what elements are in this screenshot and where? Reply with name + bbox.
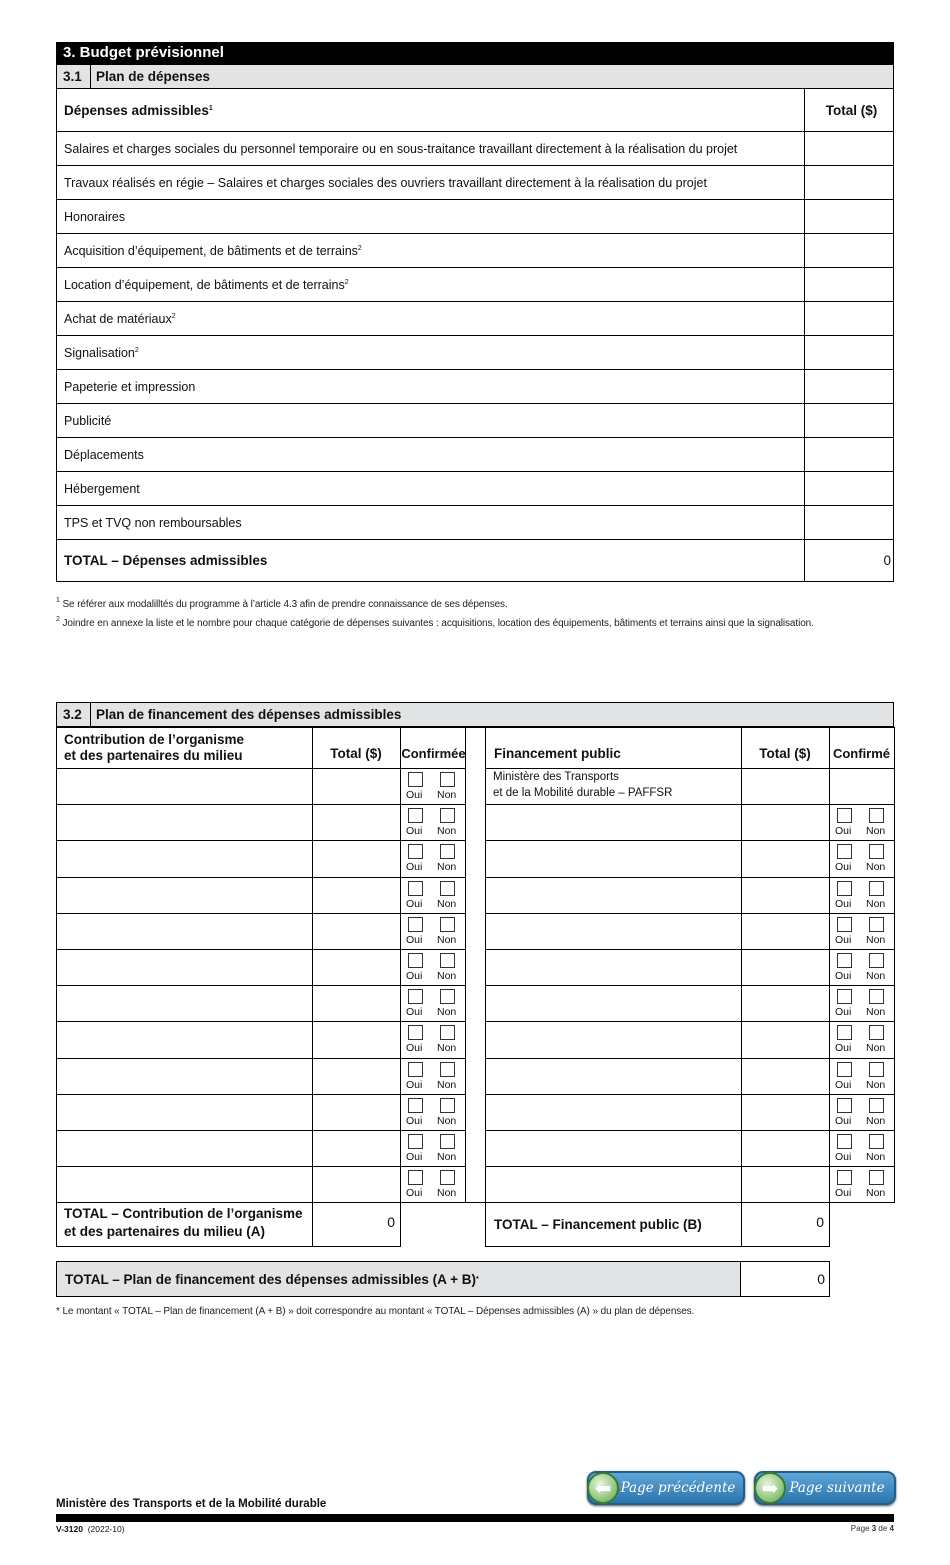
non-label: Non — [437, 970, 457, 982]
expense-amount-input[interactable] — [805, 200, 894, 234]
non-checkbox[interactable] — [440, 808, 455, 823]
oui-label: Oui — [835, 1114, 852, 1127]
partner-name-input[interactable] — [56, 913, 313, 950]
right-total-header: Total ($) — [759, 745, 811, 761]
oui-checkbox[interactable] — [408, 1134, 423, 1149]
public-confirm-pair — [829, 949, 893, 985]
non-label: Non — [437, 1187, 457, 1200]
subsection-number: 3.2 — [57, 703, 91, 726]
partner-confirm-pair — [400, 877, 464, 913]
non-checkbox[interactable] — [869, 1098, 884, 1113]
public-total-input[interactable] — [741, 768, 830, 805]
oui-label: Oui — [835, 861, 852, 874]
oui-checkbox[interactable] — [408, 881, 423, 896]
public-confirm-pair — [829, 804, 893, 840]
next-page-button[interactable]: ➡ Page suivante — [754, 1471, 896, 1505]
non-checkbox[interactable] — [440, 1062, 455, 1077]
public-confirm-pair — [829, 985, 893, 1021]
non-label: Non — [437, 1006, 457, 1019]
partner-total-input[interactable] — [312, 1166, 401, 1203]
public-confirm-pair — [829, 913, 893, 949]
oui-label: Oui — [835, 933, 852, 946]
expenses-table — [56, 88, 894, 582]
public-funder-input[interactable] — [485, 1021, 742, 1058]
expenses-total-row — [57, 540, 894, 582]
expense-row — [57, 132, 894, 166]
non-label: Non — [866, 1006, 886, 1019]
total-left-line-1: TOTAL – Contribution de l’organisme — [64, 1206, 303, 1222]
oui-label: Oui — [406, 933, 423, 946]
partner-name-input[interactable] — [56, 1166, 313, 1203]
non-checkbox[interactable] — [440, 881, 455, 896]
expense-label: Déplacements — [57, 438, 805, 472]
oui-checkbox[interactable] — [408, 772, 423, 787]
expense-amount-input[interactable] — [805, 404, 894, 438]
partner-total-input[interactable] — [312, 804, 401, 841]
oui-label: Oui — [835, 1078, 852, 1091]
public-confirm-pair — [829, 1094, 893, 1130]
expense-row — [57, 506, 894, 540]
oui-checkbox[interactable] — [837, 808, 852, 823]
partner-total-input[interactable] — [312, 1094, 401, 1131]
oui-checkbox[interactable] — [837, 917, 852, 932]
expense-amount-input[interactable] — [805, 132, 894, 166]
partner-total-input[interactable] — [312, 840, 401, 877]
partner-confirm-pair — [400, 804, 464, 840]
public-funder-input[interactable] — [485, 1166, 742, 1203]
public-total-input[interactable] — [741, 1130, 830, 1167]
expense-row — [57, 472, 894, 506]
expense-row — [57, 438, 894, 472]
partner-name-input[interactable] — [56, 1021, 313, 1058]
expense-label: Salaires et charges sociales du personnel temporaire ou en sous-traitance travaillant directement à la réalisation du projet — [57, 132, 805, 166]
grand-total-label: TOTAL – Plan de financement des dépenses admissibles (A + B) * — [56, 1261, 741, 1297]
total-left-line-2: et des partenaires du milieu (A) — [64, 1224, 266, 1240]
partner-confirm-pair — [400, 985, 464, 1021]
partner-name-input[interactable] — [56, 877, 313, 914]
expense-row — [57, 200, 894, 234]
public-total-input[interactable] — [741, 949, 830, 986]
expense-label: Acquisition d’équipement, de bâtiments et de terrains$^2$ — [57, 234, 805, 268]
partner-total-input[interactable] — [312, 877, 401, 914]
non-checkbox[interactable] — [440, 953, 455, 968]
non-checkbox[interactable] — [869, 1025, 884, 1040]
public-total-input[interactable] — [741, 1166, 830, 1203]
partner-total-input[interactable] — [312, 985, 401, 1022]
previous-page-button[interactable]: ⬅ Page précédente — [587, 1471, 745, 1505]
footer-ministry: Ministère des Transports et de la Mobilité durable — [56, 1498, 327, 1510]
public-confirm-pair — [829, 1021, 893, 1057]
public-first-funder-line-2: et de la Mobilité durable – PAFFSR — [493, 787, 673, 799]
total-left-label — [64, 1205, 303, 1241]
oui-label: Oui — [406, 825, 423, 838]
non-label: Non — [437, 825, 457, 838]
public-funder-input[interactable] — [485, 913, 742, 950]
public-first-funder-line-1: Ministère des Transports — [493, 771, 619, 783]
oui-checkbox[interactable] — [837, 989, 852, 1004]
partner-confirm-pair — [400, 768, 464, 804]
expense-amount-input[interactable] — [805, 472, 894, 506]
partner-name-input[interactable] — [56, 1058, 313, 1095]
total-left-value[interactable]: 0 — [387, 1214, 395, 1231]
public-total-input[interactable] — [741, 1094, 830, 1131]
footer-rule — [56, 1514, 894, 1522]
non-checkbox[interactable] — [869, 989, 884, 1004]
non-label: Non — [437, 789, 457, 801]
public-first-funder — [493, 769, 672, 801]
public-total-input[interactable] — [741, 840, 830, 877]
public-total-input[interactable] — [741, 804, 830, 841]
oui-label: Oui — [835, 1187, 852, 1200]
oui-label: Oui — [406, 1151, 423, 1163]
expense-amount-input[interactable] — [805, 438, 894, 472]
oui-checkbox[interactable] — [837, 881, 852, 896]
expense-amount-input[interactable] — [805, 268, 894, 302]
non-checkbox[interactable] — [440, 772, 455, 787]
public-funder-input[interactable] — [485, 804, 742, 841]
public-confirm-pair — [829, 840, 893, 876]
partner-confirm-pair — [400, 840, 464, 876]
expense-amount-input[interactable] — [805, 302, 894, 336]
expense-row — [57, 166, 894, 200]
subsection-number: 3.1 — [57, 65, 91, 88]
oui-checkbox[interactable] — [408, 917, 423, 932]
public-confirm-pair — [829, 1130, 893, 1166]
public-total-input[interactable] — [741, 877, 830, 914]
partner-name-input[interactable] — [56, 804, 313, 841]
oui-checkbox[interactable] — [837, 1170, 852, 1185]
public-funder-input[interactable] — [485, 1130, 742, 1167]
non-label: Non — [866, 1042, 886, 1055]
partner-name-input[interactable] — [56, 985, 313, 1022]
expenses-total-value[interactable]: 0 — [805, 540, 894, 582]
oui-checkbox[interactable] — [837, 1098, 852, 1113]
non-checkbox[interactable] — [869, 1170, 884, 1185]
expense-row — [57, 370, 894, 404]
expense-amount-input[interactable] — [805, 506, 894, 540]
non-label: Non — [866, 861, 886, 874]
total-right-label: TOTAL – Financement public (B) — [494, 1216, 702, 1232]
expense-label: Papeterie et impression — [57, 370, 805, 404]
expense-label: TPS et TVQ non remboursables — [57, 506, 805, 540]
oui-label: Oui — [835, 825, 852, 838]
expense-label: Travaux réalisés en régie – Salaires et charges sociales des ouvriers travaillant directement à la réalisation du projet — [57, 166, 805, 200]
non-checkbox[interactable] — [869, 881, 884, 896]
subsection-label: Plan de financement des dépenses admissibles — [96, 707, 402, 722]
public-confirm-cell — [829, 768, 895, 805]
non-checkbox[interactable] — [869, 1134, 884, 1149]
partner-confirm-pair — [400, 1130, 464, 1166]
oui-checkbox[interactable] — [837, 1062, 852, 1077]
partner-name-input[interactable] — [56, 840, 313, 877]
expense-amount-input[interactable] — [805, 166, 894, 200]
expense-label: Hébergement — [57, 472, 805, 506]
page-number: Page 3 de 4 — [850, 1524, 894, 1533]
footnote-star: * Le montant « TOTAL – Plan de financement (A + B) » doit correspondre au montant « TOTAL – Dépenses admissibles (A) » du plan de dépenses. — [56, 1306, 695, 1317]
left-header-label — [64, 728, 310, 768]
expense-label: Publicité — [57, 404, 805, 438]
expenses-total-label: TOTAL – Dépenses admissibles — [57, 540, 805, 582]
partner-total-input[interactable] — [312, 1058, 401, 1095]
oui-checkbox[interactable] — [408, 808, 423, 823]
total-right-value[interactable]: 0 — [816, 1214, 824, 1231]
partner-confirm-pair — [400, 1021, 464, 1057]
oui-label: Oui — [835, 1006, 852, 1019]
public-funder-input[interactable] — [485, 1094, 742, 1131]
partner-total-input[interactable] — [312, 949, 401, 986]
oui-label: Oui — [406, 970, 423, 982]
section-title: 3. Budget prévisionnel — [56, 42, 894, 64]
non-checkbox[interactable] — [440, 1025, 455, 1040]
non-checkbox[interactable] — [440, 989, 455, 1004]
arrow-right-icon: ➡ — [754, 1472, 786, 1504]
left-total-header: Total ($) — [330, 745, 382, 761]
non-checkbox[interactable] — [440, 1134, 455, 1149]
oui-label: Oui — [406, 1078, 423, 1091]
oui-label: Oui — [406, 789, 423, 801]
partner-confirm-pair — [400, 1166, 464, 1202]
footnote-1: $^1$ Se référer aux modalilltés du programme à l’article 4.3 afin de prendre connaissance de ses dépenses. — [56, 597, 508, 610]
expense-amount-input[interactable] — [805, 370, 894, 404]
non-checkbox[interactable] — [869, 1062, 884, 1077]
oui-checkbox[interactable] — [408, 1170, 423, 1185]
oui-label: Oui — [406, 897, 423, 910]
expenses-header-label: Dépenses admissibles$^1$ — [57, 89, 805, 132]
non-label: Non — [437, 933, 457, 946]
expense-label: Signalisation$^2$ — [57, 336, 805, 370]
public-total-input[interactable] — [741, 913, 830, 950]
left-header-line-1: Contribution de l’organisme — [64, 732, 245, 747]
expense-row — [57, 268, 894, 302]
partner-name-input[interactable] — [56, 1130, 313, 1167]
non-label: Non — [866, 933, 886, 946]
subsection-label: Plan de dépenses — [96, 69, 211, 84]
non-checkbox[interactable] — [440, 917, 455, 932]
oui-label: Oui — [406, 1187, 423, 1200]
public-confirm-pair — [829, 877, 893, 913]
public-funder-input[interactable] — [485, 1058, 742, 1095]
column-spacer — [465, 727, 486, 1203]
expense-amount-input[interactable] — [805, 336, 894, 370]
partner-name-input[interactable] — [56, 949, 313, 986]
non-label: Non — [866, 1151, 886, 1163]
non-checkbox[interactable] — [869, 844, 884, 859]
non-label: Non — [866, 825, 886, 838]
left-confirm-header: Confirmée — [401, 745, 466, 761]
partner-total-input[interactable] — [312, 913, 401, 950]
public-total-input[interactable] — [741, 1058, 830, 1095]
non-checkbox[interactable] — [440, 1098, 455, 1113]
non-label: Non — [866, 1187, 886, 1200]
right-confirm-header: Confirmé — [832, 745, 891, 761]
public-confirm-pair — [829, 1058, 893, 1094]
public-funder-input[interactable] — [485, 877, 742, 914]
oui-checkbox[interactable] — [408, 1098, 423, 1113]
expense-row — [57, 234, 894, 268]
form-code: V-3120 (2022-10) — [56, 1524, 125, 1534]
oui-label: Oui — [406, 1006, 423, 1019]
partner-confirm-pair — [400, 1058, 464, 1094]
public-total-input[interactable] — [741, 1021, 830, 1058]
non-label: Non — [437, 861, 457, 874]
partner-total-input[interactable] — [312, 768, 401, 805]
expenses-header-total: Total ($) — [805, 89, 894, 132]
arrow-left-icon: ⬅ — [587, 1472, 619, 1504]
non-label: Non — [437, 1114, 457, 1127]
non-label: Non — [866, 970, 886, 982]
right-header-label: Financement public — [494, 745, 621, 761]
partner-confirm-pair — [400, 913, 464, 949]
partner-name-input[interactable] — [56, 1094, 313, 1131]
non-label: Non — [437, 1151, 457, 1163]
expense-row — [57, 302, 894, 336]
left-header-line-2: et des partenaires du milieu — [64, 748, 243, 763]
non-label: Non — [866, 1114, 886, 1127]
expense-row — [57, 336, 894, 370]
non-checkbox[interactable] — [869, 808, 884, 823]
oui-checkbox[interactable] — [408, 844, 423, 859]
non-label: Non — [437, 897, 457, 910]
partner-confirm-pair — [400, 1094, 464, 1130]
oui-checkbox[interactable] — [837, 844, 852, 859]
partner-confirm-pair — [400, 949, 464, 985]
partner-total-input[interactable] — [312, 1021, 401, 1058]
oui-checkbox[interactable] — [408, 1062, 423, 1077]
oui-checkbox[interactable] — [408, 1025, 423, 1040]
expense-label: Location d’équipement, de bâtiments et de terrains$^2$ — [57, 268, 805, 302]
oui-checkbox[interactable] — [408, 989, 423, 1004]
oui-checkbox[interactable] — [408, 953, 423, 968]
non-checkbox[interactable] — [869, 917, 884, 932]
non-label: Non — [437, 1042, 457, 1055]
oui-label: Oui — [406, 1042, 423, 1055]
non-label: Non — [866, 1078, 886, 1091]
oui-label: Oui — [406, 1114, 423, 1127]
non-label: Non — [437, 1078, 457, 1091]
partner-name-input[interactable] — [56, 768, 313, 805]
partner-total-input[interactable] — [312, 1130, 401, 1167]
public-confirm-pair — [829, 1166, 893, 1202]
expense-row — [57, 404, 894, 438]
non-checkbox[interactable] — [440, 1170, 455, 1185]
oui-label: Oui — [835, 970, 852, 982]
oui-label: Oui — [406, 861, 423, 874]
oui-checkbox[interactable] — [837, 953, 852, 968]
footnote-2: $^2$ Joindre en annexe la liste et le nombre pour chaque catégorie de dépenses suivantes : acquisitions, location des équipements, bâtiments et terrains ainsi que la signalisation. — [56, 616, 814, 629]
expense-label: Honoraires — [57, 200, 805, 234]
expense-label: Achat de matériaux$^2$ — [57, 302, 805, 336]
public-funder-input[interactable] — [485, 840, 742, 877]
public-funder-input[interactable] — [485, 949, 742, 986]
non-checkbox[interactable] — [440, 844, 455, 859]
subsection-3-1-header — [56, 64, 894, 89]
oui-checkbox[interactable] — [837, 1134, 852, 1149]
subsection-3-2-header — [56, 702, 894, 727]
public-funder-input[interactable] — [485, 985, 742, 1022]
oui-checkbox[interactable] — [837, 1025, 852, 1040]
oui-label: Oui — [835, 1042, 852, 1055]
grand-total-value[interactable]: 0 — [740, 1261, 830, 1297]
expense-amount-input[interactable] — [805, 234, 894, 268]
oui-label: Oui — [835, 897, 852, 910]
non-label: Non — [866, 897, 886, 910]
non-checkbox[interactable] — [869, 953, 884, 968]
oui-label: Oui — [835, 1151, 852, 1163]
public-total-input[interactable] — [741, 985, 830, 1022]
expenses-header-row — [57, 89, 894, 132]
